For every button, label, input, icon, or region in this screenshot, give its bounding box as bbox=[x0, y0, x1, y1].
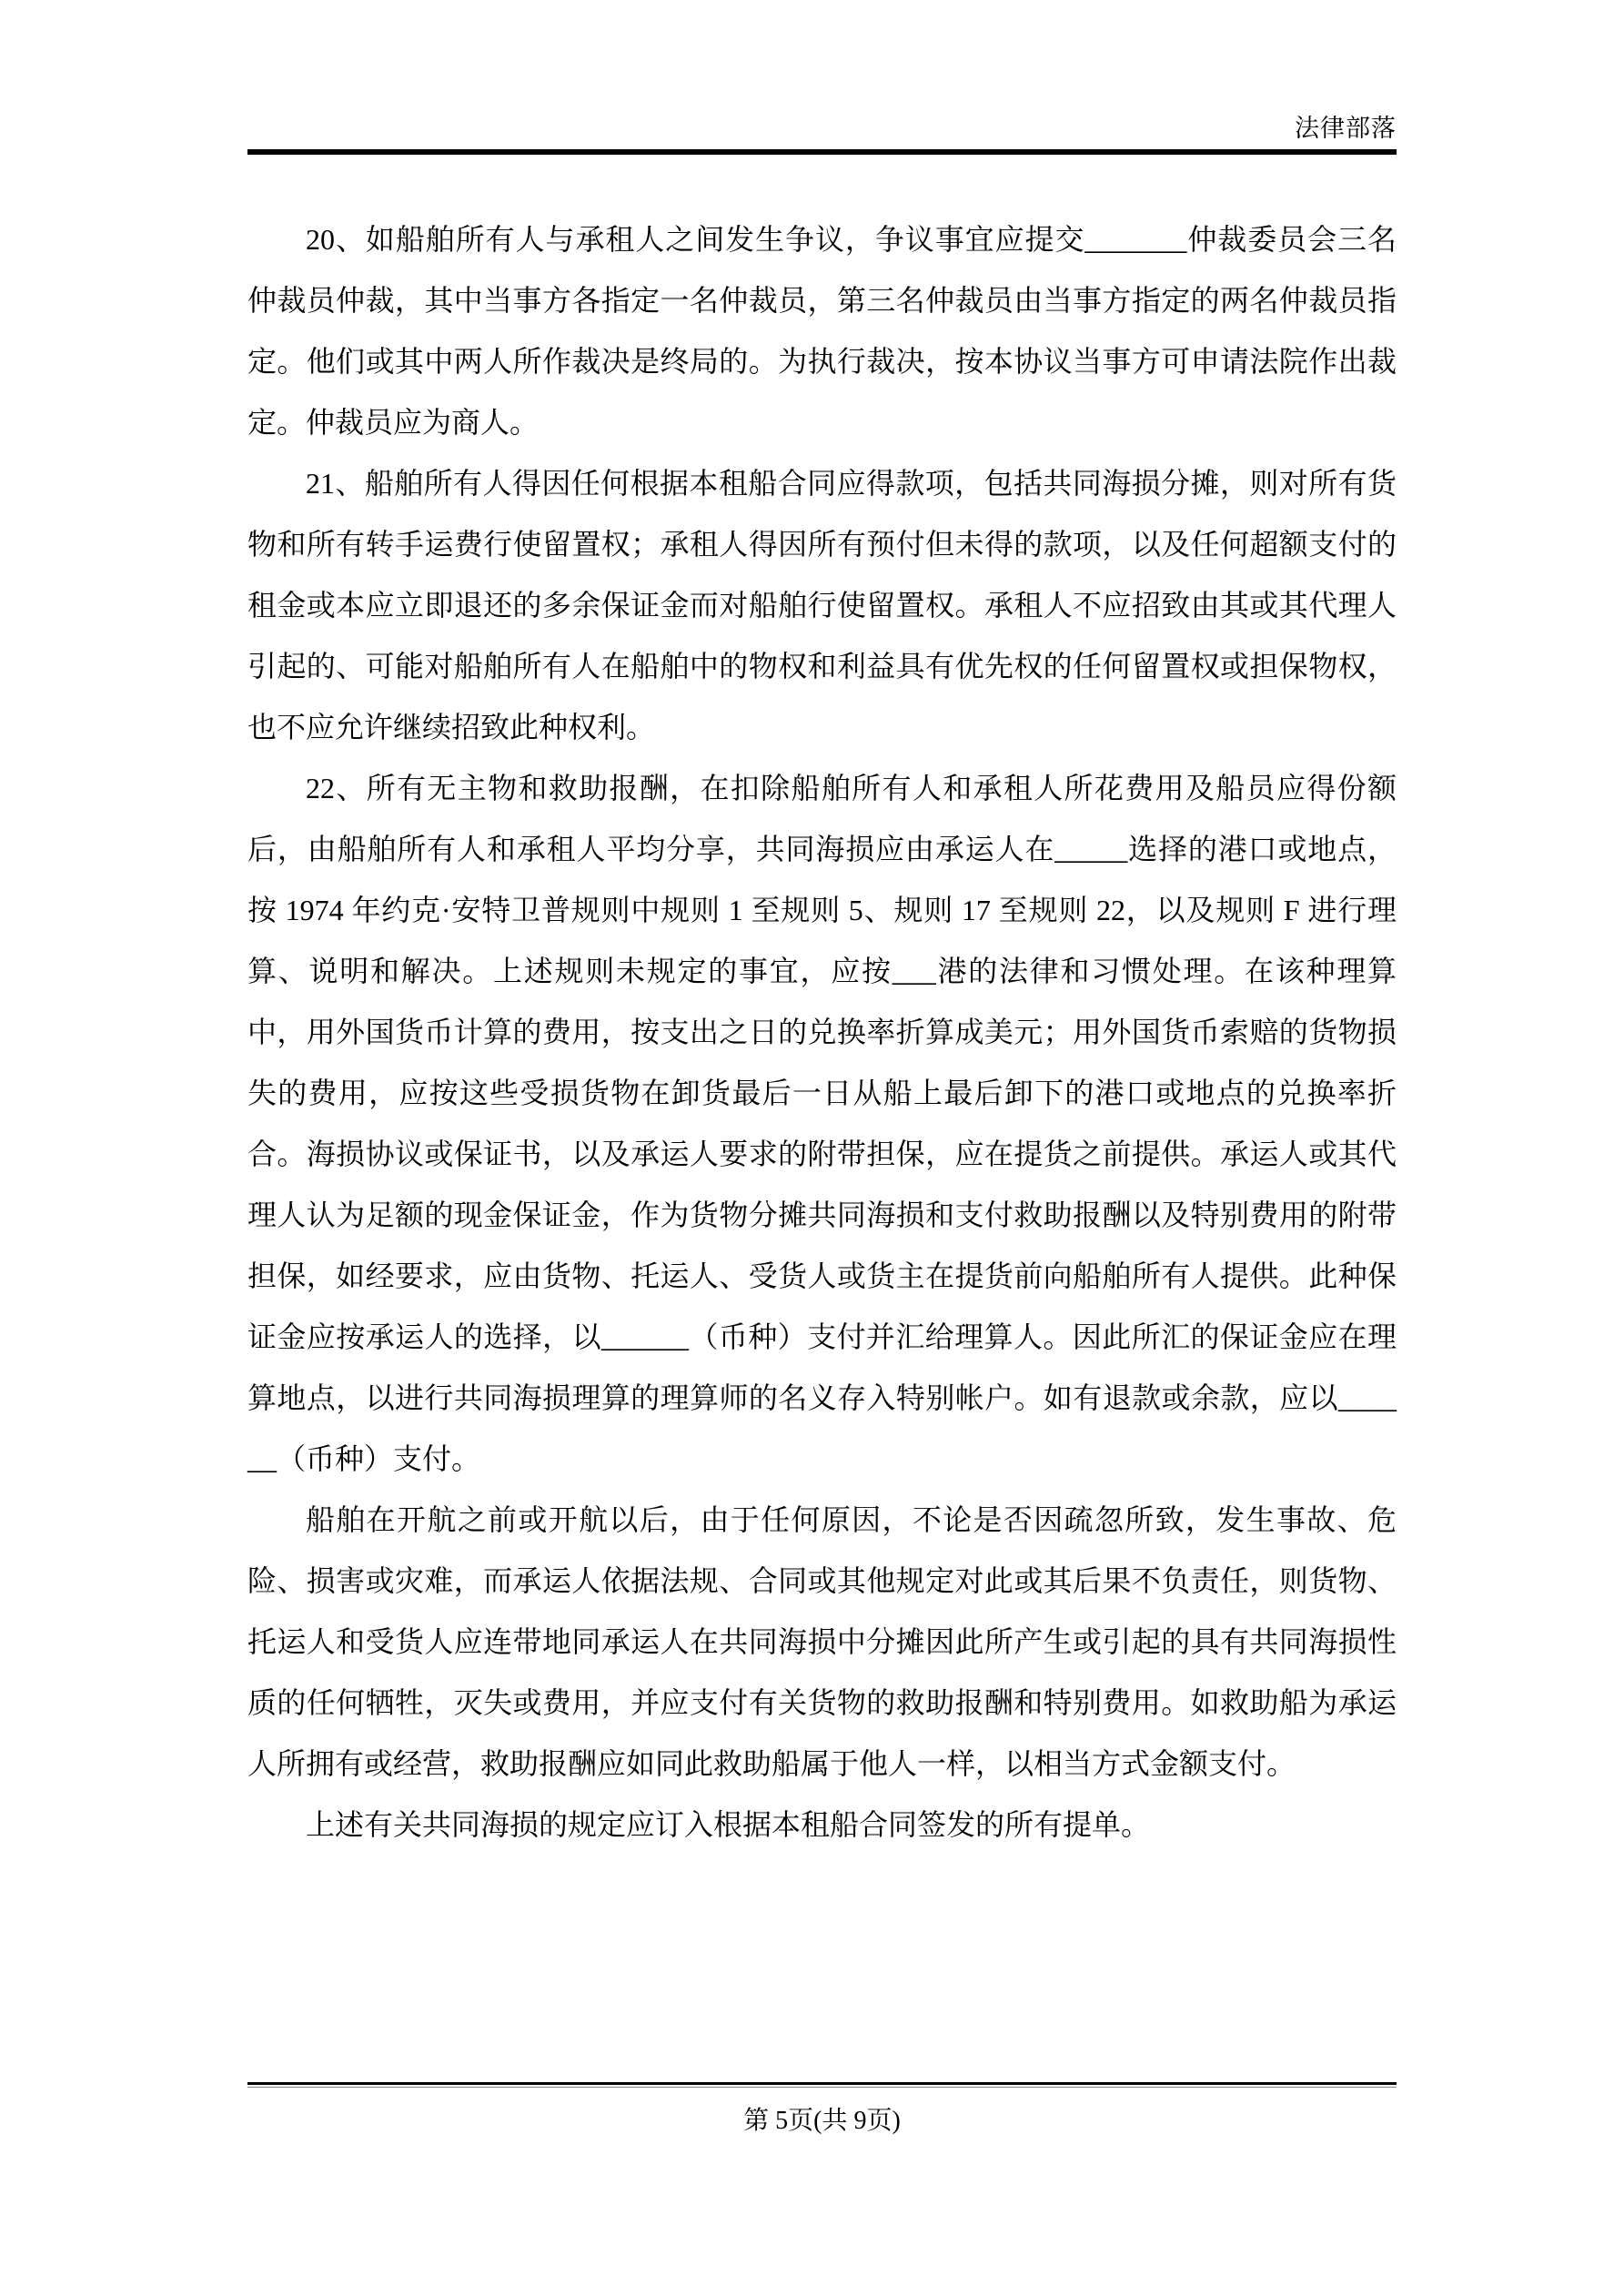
page-content bbox=[247, 0, 1397, 1856]
paragraph-general-average-contribution: 船舶在开航之前或开航以后，由于任何原因，不论是否因疏忽所致，发生事故、危险、损害或灾难，而承运人依据法规、合同或其他规定对此或其后果不负责任，则货物、托运人和受货人应连带地同承运人在共同海损中分摊因此所产生或引起的具有共同海损性质的任何牺牲，灭失或费用，并应支付有关货物的救助报酬和特别费用。如救助船为承运人所拥有或经营，救助报酬应如同此救助船属于他人一样，以相当方式金额支付。 bbox=[247, 1503, 1397, 1780]
footer-rule bbox=[247, 2082, 1397, 2088]
paragraph-bill-of-lading: 上述有关共同海损的规定应订入根据本租船合同签发的所有提单。 bbox=[306, 1808, 1151, 1841]
page-number: 第 5页(共 9页) bbox=[743, 2107, 901, 2135]
paragraph-clause-21-lien: 21、船舶所有人得因任何根据本租船合同应得款项，包括共同海损分摊，则对所有货物和所有转手运费行使留置权；承租人得因所有预付但未得的款项，以及任何超额支付的租金或本应立即退还的多余保证金而对船舶行使留置权。承租人不应招致由其或其代理人引起的、可能对船舶所有人在船舶中的物权和利益具有优先权的任何留置权或担保物权，也不应允许继续招致此种权利。 bbox=[247, 467, 1397, 743]
paragraph-clause-20-arbitration: 20、如船舶所有人与承租人之间发生争议，争议事宜应提交_______仲裁委员会三名仲裁员仲裁，其中当事方各指定一名仲裁员，第三名仲裁员由当事方指定的两名仲裁员指定。他们或其中两人所作裁决是终局的。为执行裁决，按本协议当事方可申请法院作出裁定。仲裁员应为商人。 bbox=[247, 223, 1397, 439]
page-header bbox=[247, 113, 1397, 155]
page-footer bbox=[247, 2082, 1397, 2137]
header-rule bbox=[247, 149, 1397, 155]
document-body bbox=[247, 209, 1397, 1856]
brand-text: 法律部落 bbox=[1295, 115, 1397, 142]
paragraph-clause-22-general-average: 22、所有无主物和救助报酬，在扣除船舶所有人和承租人所花费用及船员应得份额后，由船舶所有人和承租人平均分享，共同海损应由承运人在_____选择的港口或地点，按 1974 年约克·安特卫普规则中规则 1 至规则 5、规则 17 至规则 22，以及规则 F 进行理算、说明和解决。上述规则未规定的事宜，应按___港的法律和习惯处理。在该种理算中，用外国货币计算的费用，按支出之日的兑换率折算成美元；用外国货币索赔的货物损失的费用，应按这些受损货物在卸货最后一日从船上最后卸下的港口或地点的兑换率折合。海损协议或保证书，以及承运人要求的附带担保，应在提货之前提供。承运人或其代理人认为足额的现金保证金，作为货物分摊共同海损和支付救助报酬以及特别费用的附带担保，如经要求，应由货物、托运人、受货人或货主在提货前向船舶所有人提供。此种保证金应按承运人的选择，以______（币种）支付并汇给理算人。因此所汇的保证金应在理算地点，以进行共同海损理算的理算师的名义存入特别帐户。如有退款或余款，应以______（币种）支付。 bbox=[247, 772, 1397, 1475]
